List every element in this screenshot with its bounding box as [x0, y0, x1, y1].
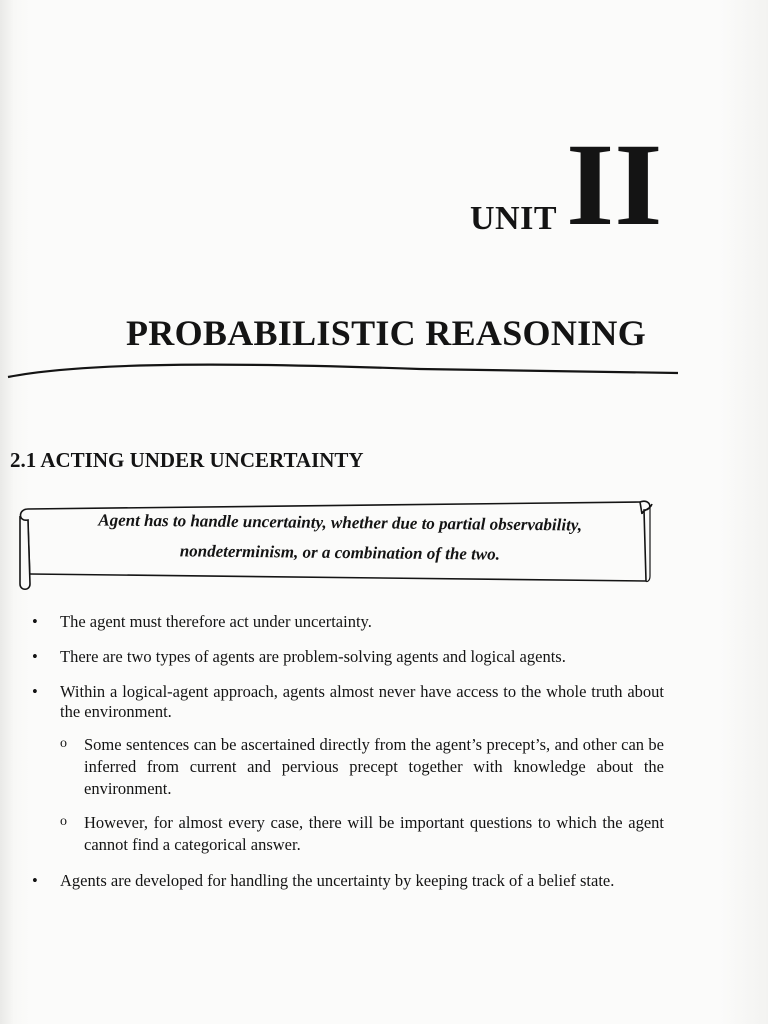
bullet-marker: •	[32, 871, 38, 890]
bullet-marker: •	[32, 612, 38, 631]
sub-bullet-marker: o	[60, 736, 67, 751]
chapter-title: PROBABILISTIC REASONING	[126, 313, 647, 353]
list-item-text: Some sentences can be ascertained directly from the agent’s precept’s, and other can be inferred from current and pervious precept together with knowledge about the environment.	[84, 735, 664, 798]
list-item-text: Within a logical-agent approach, agents almost never have access to the whole truth about the environment.	[60, 682, 664, 721]
sub-list-item	[32, 812, 664, 856]
bullet-marker: •	[32, 682, 38, 701]
title-underline	[0, 355, 700, 385]
unit-numeral: II	[566, 119, 663, 250]
callout-line-1: Agent has to handle uncertainty, whether due to partial observability,	[98, 510, 583, 535]
list-item-text: The agent must therefore act under uncertainty.	[60, 612, 372, 631]
list-item-text: However, for almost every case, there will be important questions to which the agent cannot find a categorical answer.	[84, 813, 664, 854]
unit-label: UNIT	[470, 200, 558, 237]
list-item-text: There are two types of agents are problem-solving agents and logical agents.	[60, 647, 566, 666]
callout-text	[40, 505, 641, 571]
callout-line-2: nondeterminism, or a combination of the two.	[179, 541, 501, 564]
list-item	[32, 647, 664, 667]
sub-list-item	[32, 734, 664, 800]
bullet-marker: •	[32, 647, 38, 666]
unit-heading	[470, 119, 710, 250]
list-item	[32, 682, 664, 722]
section-heading: 2.1 ACTING UNDER UNCERTAINTY	[10, 448, 364, 472]
list-item-text: Agents are developed for handling the uncertainty by keeping track of a belief state.	[60, 871, 615, 890]
list-item	[32, 871, 664, 891]
sub-bullet-marker: o	[60, 814, 67, 829]
bullet-list	[32, 612, 664, 891]
list-item	[32, 612, 664, 632]
